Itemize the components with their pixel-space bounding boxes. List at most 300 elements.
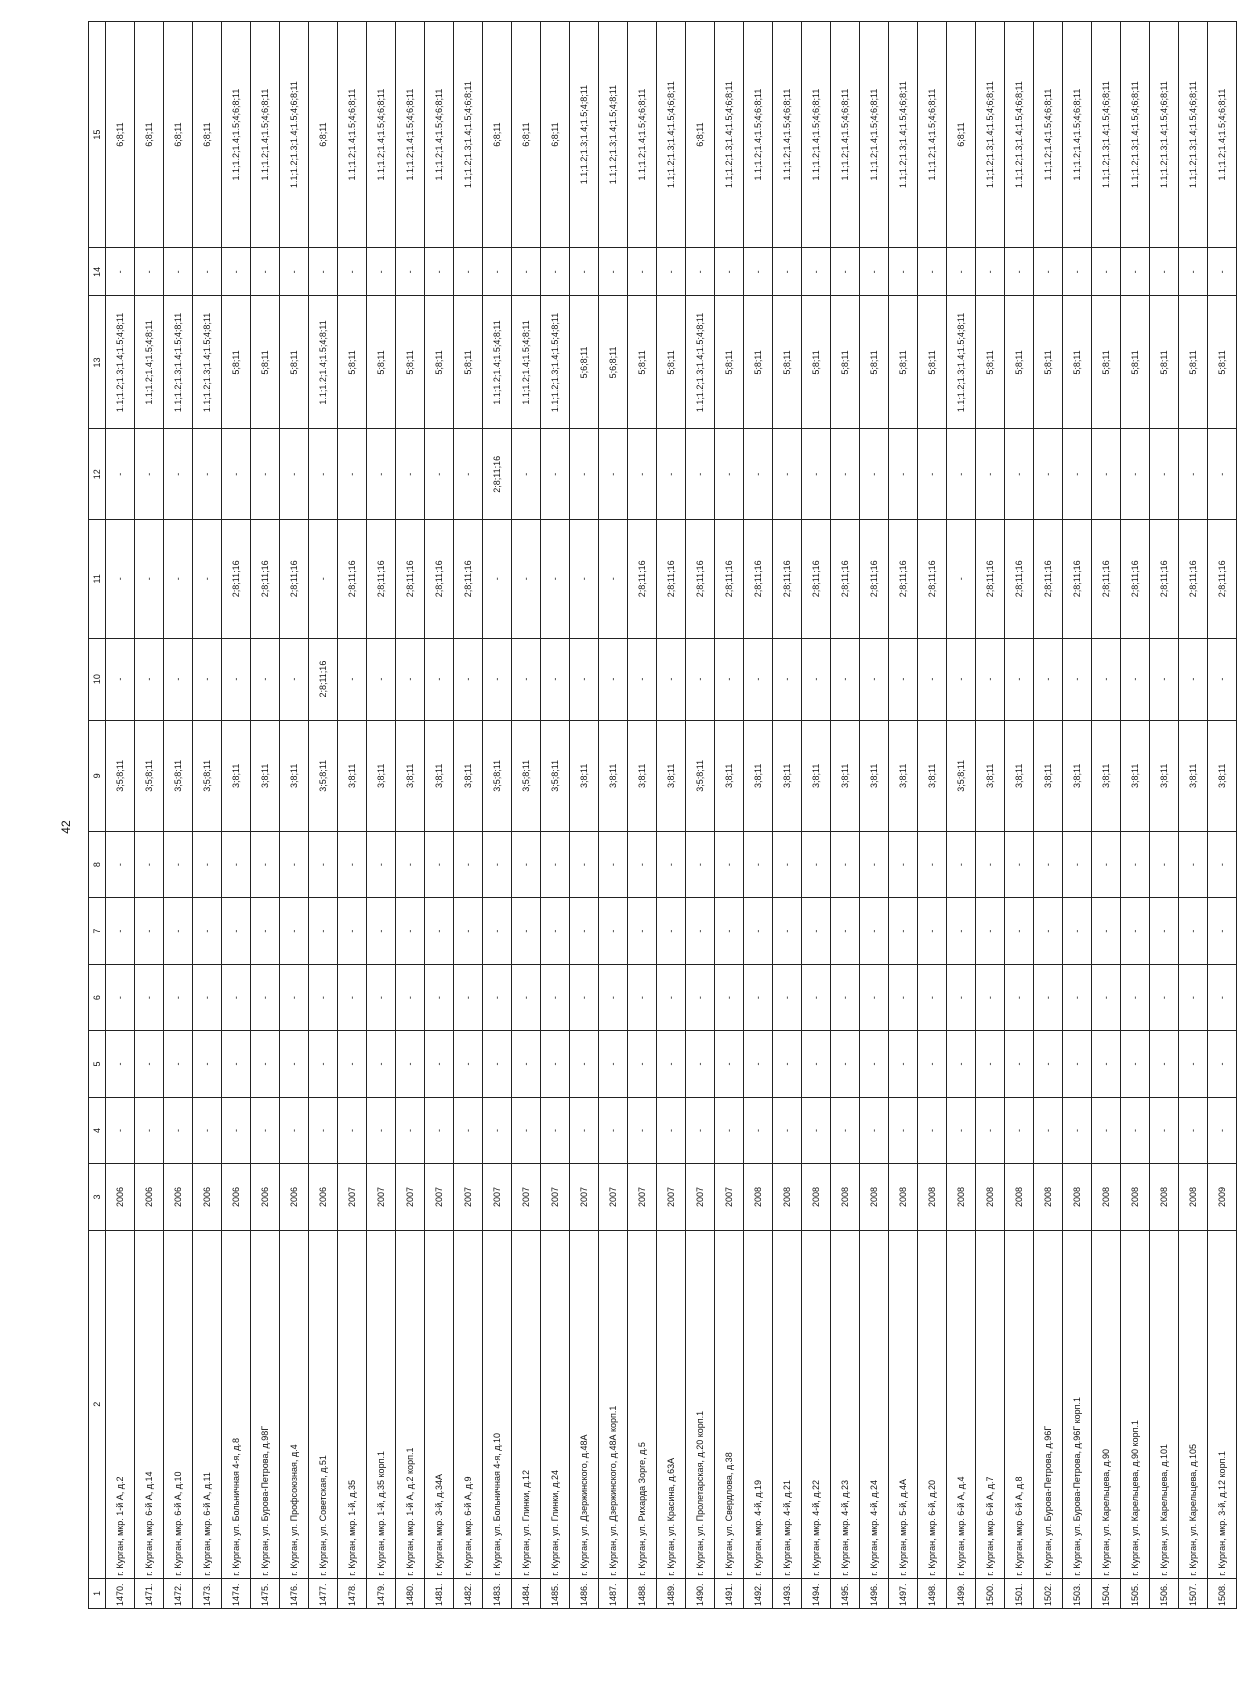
table-cell: - — [338, 964, 367, 1030]
table-cell: - — [802, 831, 831, 897]
table-cell: 2007 — [686, 1164, 715, 1230]
table-cell: 3;8;11 — [889, 720, 918, 831]
table-row — [976, 22, 1005, 1609]
address-cell: г. Курган, ул. Дзержинского, д.48А — [570, 1230, 599, 1578]
table-cell: - — [309, 898, 338, 964]
table-cell: - — [599, 638, 628, 720]
table-cell: - — [1208, 248, 1237, 296]
table-cell: - — [280, 1031, 309, 1097]
table-cell: - — [802, 964, 831, 1030]
table-row — [222, 22, 251, 1609]
table-cell: 2007 — [628, 1164, 657, 1230]
table-cell: 2008 — [976, 1164, 1005, 1230]
table-cell: 2;8;11;16 — [425, 520, 454, 638]
table-cell: - — [1179, 248, 1208, 296]
page-number: 42 — [59, 820, 73, 834]
address-cell: г. Курган, мкр. 6-й А, д.10 — [164, 1230, 193, 1578]
table-cell: - — [686, 898, 715, 964]
table-cell: - — [1179, 964, 1208, 1030]
table-cell: - — [657, 429, 686, 520]
table-cell: - — [454, 1097, 483, 1163]
table-cell: - — [367, 964, 396, 1030]
address-cell: г. Курган, ул. Больничная 4-я, д.10 — [483, 1230, 512, 1578]
table-cell: - — [715, 248, 744, 296]
table-cell: 3;8;11 — [599, 720, 628, 831]
address-cell: г. Курган, ул. Красина, д.63А — [657, 1230, 686, 1578]
table-cell: - — [251, 248, 280, 296]
table-cell: - — [599, 248, 628, 296]
address-cell: г. Курган, мкр. 6-й А, д.11 — [193, 1230, 222, 1578]
table-cell: - — [251, 964, 280, 1030]
table-cell: 2;8;11;16 — [483, 429, 512, 520]
address-cell: г. Курган, ул. Пролетарская, д.20 корп.1 — [686, 1230, 715, 1578]
table-cell: - — [483, 638, 512, 720]
column-header-2: 2 — [89, 1230, 106, 1578]
table-cell: 3;5;8;11 — [193, 720, 222, 831]
table-cell: 5;8;11 — [628, 296, 657, 429]
table-cell: 3;8;11 — [367, 720, 396, 831]
table-cell: 5;8;11 — [1063, 296, 1092, 429]
table-cell: 5;8;11 — [1179, 296, 1208, 429]
row-number-cell: 1476. — [280, 1578, 309, 1608]
table-cell: - — [773, 831, 802, 897]
table-cell: 2008 — [1092, 1164, 1121, 1230]
table-cell: - — [135, 831, 164, 897]
table-cell: 2;8;11;16 — [889, 520, 918, 638]
address-cell: г. Курган, мкр. 6-й А, д.9 — [454, 1230, 483, 1578]
table-cell: - — [512, 520, 541, 638]
table-cell: 6;8;11 — [541, 22, 570, 248]
table-cell: - — [367, 248, 396, 296]
table-cell: - — [570, 520, 599, 638]
row-number-cell: 1502. — [1034, 1578, 1063, 1608]
column-header-3: 3 — [89, 1164, 106, 1230]
table-cell: - — [541, 520, 570, 638]
table-cell: - — [425, 248, 454, 296]
table-cell: - — [802, 1097, 831, 1163]
table-cell: - — [918, 638, 947, 720]
table-cell: - — [425, 964, 454, 1030]
table-cell: - — [396, 248, 425, 296]
table-cell: - — [1150, 1097, 1179, 1163]
table-cell: - — [1121, 898, 1150, 964]
table-cell: 3;8;11 — [1092, 720, 1121, 831]
table-cell: - — [164, 638, 193, 720]
table-cell: 2;8;11;16 — [657, 520, 686, 638]
table-cell: - — [599, 520, 628, 638]
row-number-cell: 1483. — [483, 1578, 512, 1608]
address-cell: г. Курган, ул. Бурова-Петрова, д.98Г — [251, 1230, 280, 1578]
table-cell: - — [947, 964, 976, 1030]
table-cell: - — [976, 1097, 1005, 1163]
table-cell: - — [280, 638, 309, 720]
table-cell: - — [1063, 429, 1092, 520]
table-cell: 2006 — [135, 1164, 164, 1230]
row-number-cell: 1501. — [1005, 1578, 1034, 1608]
table-cell: - — [309, 1031, 338, 1097]
table-cell: - — [164, 520, 193, 638]
address-cell: г. Курган, ул. Глинки, д.12 — [512, 1230, 541, 1578]
table-cell: - — [860, 831, 889, 897]
address-cell: г. Курган, ул. Карельцева, д.90 корп.1 — [1121, 1230, 1150, 1578]
table-cell: - — [164, 1031, 193, 1097]
table-cell: 2;8;11;16 — [744, 520, 773, 638]
table-cell: - — [715, 429, 744, 520]
table-cell: 5;6;8;11 — [599, 296, 628, 429]
table-cell: 5;8;11 — [454, 296, 483, 429]
table-cell: - — [889, 898, 918, 964]
table-cell: - — [1034, 429, 1063, 520]
table-cell: 5;8;11 — [222, 296, 251, 429]
table-cell: 3;8;11 — [1034, 720, 1063, 831]
table-cell: 5;8;11 — [338, 296, 367, 429]
table-cell: - — [1063, 248, 1092, 296]
table-cell: - — [1150, 831, 1179, 897]
table-cell: 1.1;1.2;1.4;1.5;4;6;8;11 — [802, 22, 831, 248]
table-cell: 3;5;8;11 — [106, 720, 135, 831]
table-cell: 2009 — [1208, 1164, 1237, 1230]
table-cell: 3;5;8;11 — [541, 720, 570, 831]
table-cell: - — [744, 638, 773, 720]
table-cell: - — [686, 429, 715, 520]
table-cell: 2;8;11;16 — [686, 520, 715, 638]
table-cell: - — [425, 831, 454, 897]
table-cell: - — [106, 964, 135, 1030]
table-cell: - — [1121, 1097, 1150, 1163]
row-number-cell: 1481. — [425, 1578, 454, 1608]
table-cell: 6;8;11 — [193, 22, 222, 248]
row-number-cell: 1503. — [1063, 1578, 1092, 1608]
table-cell: - — [947, 638, 976, 720]
table-cell: - — [512, 429, 541, 520]
table-cell: 3;8;11 — [860, 720, 889, 831]
table-cell: - — [1092, 248, 1121, 296]
table-cell: 3;8;11 — [1208, 720, 1237, 831]
table-cell: - — [860, 1097, 889, 1163]
address-cell: г. Курган, мкр. 4-й, д.23 — [831, 1230, 860, 1578]
table-cell: - — [483, 898, 512, 964]
header-row — [89, 22, 106, 1609]
table-row — [396, 22, 425, 1609]
table-cell: 2008 — [947, 1164, 976, 1230]
table-cell: - — [541, 898, 570, 964]
column-header-5: 5 — [89, 1031, 106, 1097]
row-number-cell: 1484. — [512, 1578, 541, 1608]
table-cell: - — [367, 638, 396, 720]
table-cell: - — [1092, 898, 1121, 964]
table-cell: 3;5;8;11 — [164, 720, 193, 831]
table-cell: - — [570, 429, 599, 520]
table-cell: - — [802, 898, 831, 964]
table-cell: 2006 — [164, 1164, 193, 1230]
table-cell: 6;8;11 — [947, 22, 976, 248]
row-number-cell: 1482. — [454, 1578, 483, 1608]
table-cell: - — [1179, 831, 1208, 897]
address-cell: г. Курган, мкр. 6-й А, д.8 — [1005, 1230, 1034, 1578]
table-cell: 2007 — [657, 1164, 686, 1230]
table-cell: - — [1063, 831, 1092, 897]
table-cell: - — [135, 898, 164, 964]
table-cell: - — [918, 964, 947, 1030]
column-header-10: 10 — [89, 638, 106, 720]
table-cell: 5;8;11 — [425, 296, 454, 429]
table-cell: - — [164, 898, 193, 964]
table-cell: 3;8;11 — [802, 720, 831, 831]
table-cell: 2008 — [831, 1164, 860, 1230]
table-cell: - — [396, 1031, 425, 1097]
table-cell: 3;8;11 — [338, 720, 367, 831]
table-row — [309, 22, 338, 1609]
table-cell: - — [1150, 429, 1179, 520]
table-cell: - — [483, 831, 512, 897]
table-cell: - — [889, 1031, 918, 1097]
table-cell: 3;8;11 — [425, 720, 454, 831]
table-cell: - — [251, 429, 280, 520]
table-cell: - — [889, 429, 918, 520]
row-number-cell: 1496. — [860, 1578, 889, 1608]
table-cell: 2;8;11;16 — [309, 638, 338, 720]
row-number-cell: 1491. — [715, 1578, 744, 1608]
table-cell: - — [1208, 898, 1237, 964]
table-cell: - — [512, 638, 541, 720]
table-cell: - — [1179, 638, 1208, 720]
table-cell: - — [512, 248, 541, 296]
table-cell: - — [367, 1097, 396, 1163]
row-number-cell: 1489. — [657, 1578, 686, 1608]
table-cell: 2008 — [1150, 1164, 1179, 1230]
table-cell: - — [193, 638, 222, 720]
address-cell: г. Курган, мкр. 4-й, д.22 — [802, 1230, 831, 1578]
table-cell: - — [744, 964, 773, 1030]
row-number-cell: 1506. — [1150, 1578, 1179, 1608]
table-cell: 2;8;11;16 — [1150, 520, 1179, 638]
table-cell: - — [193, 831, 222, 897]
table-row — [918, 22, 947, 1609]
table-cell: 5;8;11 — [1092, 296, 1121, 429]
table-cell: - — [425, 898, 454, 964]
table-cell: - — [222, 429, 251, 520]
table-cell: - — [628, 1031, 657, 1097]
table-cell: - — [135, 248, 164, 296]
table-cell: 2;8;11;16 — [1208, 520, 1237, 638]
table-cell: 2006 — [251, 1164, 280, 1230]
address-cell: г. Курган, ул. Больничная 4-я, д.8 — [222, 1230, 251, 1578]
table-cell: - — [454, 1031, 483, 1097]
table-row — [628, 22, 657, 1609]
table-cell: - — [1121, 429, 1150, 520]
table-cell: - — [425, 429, 454, 520]
table-row — [541, 22, 570, 1609]
address-cell: г. Курган, мкр. 5-й, д.4А — [889, 1230, 918, 1578]
table-cell: 5;8;11 — [1150, 296, 1179, 429]
table-cell: - — [106, 898, 135, 964]
table-cell: 5;8;11 — [889, 296, 918, 429]
address-cell: г. Курган, мкр. 4-й, д.24 — [860, 1230, 889, 1578]
table-cell: 2006 — [222, 1164, 251, 1230]
table-cell: - — [1034, 1031, 1063, 1097]
table-cell: - — [164, 248, 193, 296]
column-header-13: 13 — [89, 296, 106, 429]
table-cell: 2006 — [309, 1164, 338, 1230]
table-cell: 1.1;1.2;1.3;1.4;1.5;4;6;8;11 — [280, 22, 309, 248]
row-number-cell: 1479. — [367, 1578, 396, 1608]
table-cell: - — [251, 1097, 280, 1163]
table-cell: - — [106, 1031, 135, 1097]
table-cell: 3;8;11 — [976, 720, 1005, 831]
row-number-cell: 1474. — [222, 1578, 251, 1608]
table-cell: - — [135, 964, 164, 1030]
table-cell: 1.1;1.2;1.4;1.5;4;6;8;11 — [918, 22, 947, 248]
table-cell: 3;8;11 — [1179, 720, 1208, 831]
address-cell: г. Курган, мкр. 1-й, д.35 — [338, 1230, 367, 1578]
row-number-cell: 1477. — [309, 1578, 338, 1608]
table-cell: - — [947, 429, 976, 520]
table-cell: - — [715, 638, 744, 720]
table-cell: - — [947, 248, 976, 296]
table-row — [1150, 22, 1179, 1609]
table-cell: 1.1;1.2;1.4;1.5;4;6;8;11 — [222, 22, 251, 248]
address-cell: г. Курган, мкр. 6-й А, д.4 — [947, 1230, 976, 1578]
table-cell: 3;8;11 — [918, 720, 947, 831]
table-cell: - — [541, 429, 570, 520]
table-cell: - — [164, 1097, 193, 1163]
table-cell: - — [222, 1097, 251, 1163]
table-cell: - — [599, 1031, 628, 1097]
column-header-1: 1 — [89, 1578, 106, 1608]
table-cell: - — [280, 429, 309, 520]
table-cell: - — [889, 831, 918, 897]
table-cell: 3;8;11 — [744, 720, 773, 831]
table-cell: - — [280, 1097, 309, 1163]
table-cell: - — [309, 248, 338, 296]
table-cell: - — [193, 520, 222, 638]
table-cell: 2007 — [338, 1164, 367, 1230]
address-cell: г. Курган, мкр. 4-й, д.19 — [744, 1230, 773, 1578]
table-cell: 2;8;11;16 — [628, 520, 657, 638]
table-cell: 6;8;11 — [164, 22, 193, 248]
table-cell: - — [135, 1097, 164, 1163]
table-cell: - — [802, 429, 831, 520]
table-cell: - — [338, 429, 367, 520]
table-cell: - — [135, 520, 164, 638]
table-cell: - — [976, 638, 1005, 720]
table-cell: 6;8;11 — [135, 22, 164, 248]
table-cell: - — [1092, 1097, 1121, 1163]
table-cell: - — [947, 520, 976, 638]
table-cell: 5;8;11 — [251, 296, 280, 429]
address-cell: г. Курган, мкр. 1-й А, д.2 — [106, 1230, 135, 1578]
table-cell: 1.1;1.2;1.3;1.4;1.5;4;8;11 — [164, 296, 193, 429]
table-row — [251, 22, 280, 1609]
table-cell: - — [309, 831, 338, 897]
table-cell: - — [338, 1031, 367, 1097]
table-cell: - — [773, 638, 802, 720]
table-cell: - — [135, 429, 164, 520]
table-row — [483, 22, 512, 1609]
table-cell: - — [976, 964, 1005, 1030]
table-cell: - — [251, 1031, 280, 1097]
table-cell: 2;8;11;16 — [1005, 520, 1034, 638]
table-cell: - — [570, 248, 599, 296]
column-header-4: 4 — [89, 1097, 106, 1163]
table-cell: - — [744, 898, 773, 964]
table-cell: - — [918, 831, 947, 897]
table-cell: - — [1092, 638, 1121, 720]
row-number-cell: 1486. — [570, 1578, 599, 1608]
table-cell: 1.1;1.2;1.4;1.5;4;8;11 — [135, 296, 164, 429]
row-number-cell: 1472. — [164, 1578, 193, 1608]
table-cell: 3;8;11 — [570, 720, 599, 831]
table-cell: - — [686, 1031, 715, 1097]
table-cell: - — [860, 964, 889, 1030]
table-cell: 1.1;1.2;1.3;1.4;1.5;4;8;11 — [193, 296, 222, 429]
table-cell: 5;8;11 — [831, 296, 860, 429]
table-cell: - — [309, 520, 338, 638]
table-cell: - — [686, 1097, 715, 1163]
table-cell: - — [396, 964, 425, 1030]
table-cell: - — [338, 248, 367, 296]
table-cell: - — [831, 831, 860, 897]
table-cell: 1.1;1.2;1.3;1.4;1.5;4;8;11 — [599, 22, 628, 248]
address-cell: г. Курган, ул. Советская, д.51 — [309, 1230, 338, 1578]
table-cell: - — [628, 898, 657, 964]
address-cell: г. Курган, ул. Карельцева, д.105 — [1179, 1230, 1208, 1578]
table-cell: - — [1005, 898, 1034, 964]
table-cell: - — [889, 1097, 918, 1163]
table-cell: 5;8;11 — [1121, 296, 1150, 429]
table-cell: - — [657, 248, 686, 296]
table-cell: - — [425, 638, 454, 720]
row-number-cell: 1475. — [251, 1578, 280, 1608]
table-cell: - — [1121, 638, 1150, 720]
address-cell: г. Курган, мкр. 1-й, д.35 корп.1 — [367, 1230, 396, 1578]
table-cell: 1.1;1.2;1.4;1.5;4;6;8;11 — [1208, 22, 1237, 248]
table-cell: - — [1034, 898, 1063, 964]
table-cell: - — [599, 964, 628, 1030]
table-cell: 6;8;11 — [483, 22, 512, 248]
table-cell: - — [773, 248, 802, 296]
table-cell: 3;5;8;11 — [686, 720, 715, 831]
table-cell: 1.1;1.2;1.4;1.5;4;6;8;11 — [831, 22, 860, 248]
table-cell: - — [657, 638, 686, 720]
table-cell: 2008 — [1121, 1164, 1150, 1230]
address-cell: г. Курган, ул. Глинки, д.24 — [541, 1230, 570, 1578]
table-row — [860, 22, 889, 1609]
table-row — [1092, 22, 1121, 1609]
table-cell: 1.1;1.2;1.3;1.4;1.5;4;6;8;11 — [976, 22, 1005, 248]
table-cell: - — [280, 898, 309, 964]
table-cell: - — [541, 964, 570, 1030]
table-cell: 1.1;1.2;1.4;1.5;4;6;8;11 — [425, 22, 454, 248]
table-cell: - — [947, 831, 976, 897]
table-cell: 1.1;1.2;1.4;1.5;4;6;8;11 — [1063, 22, 1092, 248]
table-cell: - — [715, 831, 744, 897]
table-cell: - — [628, 248, 657, 296]
table-cell: - — [454, 638, 483, 720]
table-cell: - — [831, 429, 860, 520]
table-cell: - — [570, 1097, 599, 1163]
table-cell: - — [570, 964, 599, 1030]
table-cell: - — [686, 638, 715, 720]
table-cell: - — [686, 248, 715, 296]
table-cell: - — [338, 898, 367, 964]
table-cell: 5;8;11 — [918, 296, 947, 429]
table-cell: - — [512, 1097, 541, 1163]
table-cell: - — [657, 964, 686, 1030]
table-cell: 5;8;11 — [744, 296, 773, 429]
column-header-11: 11 — [89, 520, 106, 638]
row-number-cell: 1500. — [976, 1578, 1005, 1608]
